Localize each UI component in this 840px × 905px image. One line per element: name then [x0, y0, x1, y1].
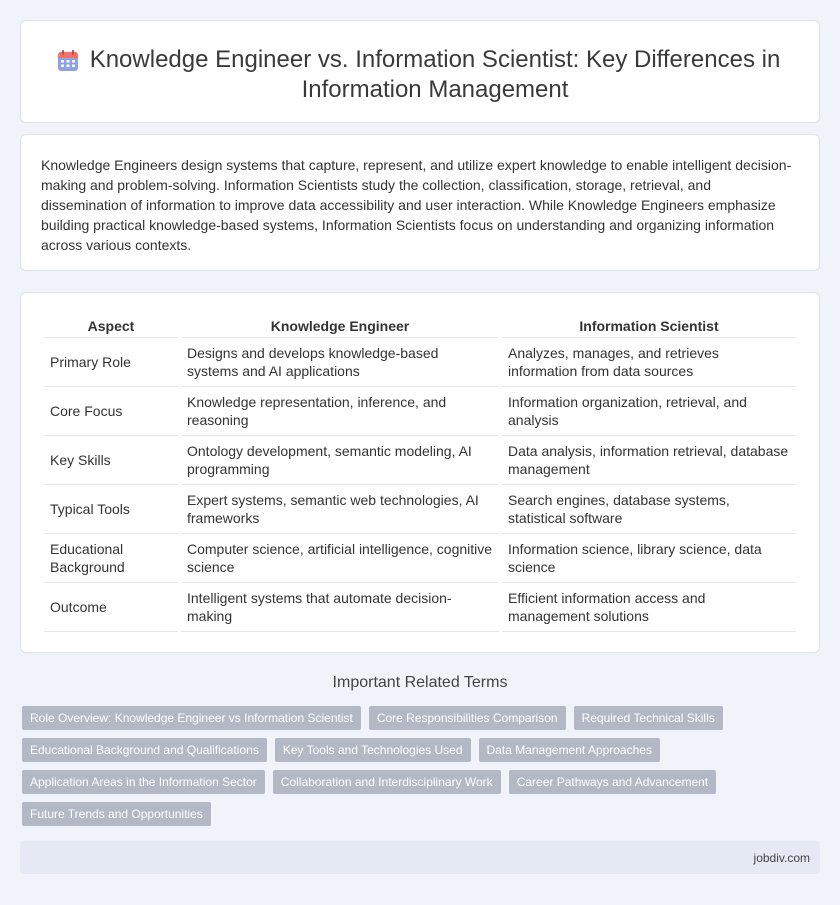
table-row [44, 436, 796, 485]
cell-information-scientist: Data analysis, information retrieval, database management [502, 436, 796, 485]
cell-knowledge-engineer: Ontology development, semantic modeling, AI programming [181, 436, 499, 485]
table-row [44, 583, 796, 632]
table-row [44, 387, 796, 436]
table-row [44, 485, 796, 534]
cell-aspect: Typical Tools [44, 485, 178, 534]
cell-information-scientist: Search engines, database systems, statistical software [502, 485, 796, 534]
intro-paragraph: Knowledge Engineers design systems that capture, represent, and utilize expert knowledge to enable intelligent decision-making and problem-solving. Information Scientists study the collection, classification, storage, retrieval, and dissemination of information to improve data accessibility and user interaction. While Knowledge Engineers emphasize building practical knowledge-based systems, Information Scientists focus on understanding and organizing information across various contexts. [41, 157, 792, 253]
related-term-tag[interactable]: Future Trends and Opportunities [22, 802, 211, 826]
cell-aspect: Key Skills [44, 436, 178, 485]
cell-knowledge-engineer: Computer science, artificial intelligence, cognitive science [181, 534, 499, 583]
cell-aspect: Outcome [44, 583, 178, 632]
cell-aspect: Educational Background [44, 534, 178, 583]
related-terms-list [22, 706, 802, 826]
column-header-aspect: Aspect [44, 317, 178, 338]
cell-aspect: Primary Role [44, 338, 178, 387]
related-term-tag[interactable]: Data Management Approaches [479, 738, 660, 762]
related-term-tag[interactable]: Application Areas in the Information Sector [22, 770, 265, 794]
footer-bar [20, 841, 820, 874]
related-term-tag[interactable]: Career Pathways and Advancement [509, 770, 716, 794]
related-term-tag[interactable]: Educational Background and Qualifications [22, 738, 267, 762]
intro-card [20, 134, 820, 271]
cell-knowledge-engineer: Expert systems, semantic web technologies, AI frameworks [181, 485, 499, 534]
header-card [20, 20, 820, 123]
cell-information-scientist: Efficient information access and management solutions [502, 583, 796, 632]
cell-aspect: Core Focus [44, 387, 178, 436]
comparison-table-card [20, 292, 820, 653]
related-term-tag[interactable]: Key Tools and Technologies Used [275, 738, 471, 762]
column-header-information-scientist: Information Scientist [502, 317, 796, 338]
footer-site-link[interactable]: jobdiv.com [753, 851, 810, 865]
column-header-knowledge-engineer: Knowledge Engineer [181, 317, 499, 338]
comparison-table [41, 317, 799, 632]
related-term-tag[interactable]: Collaboration and Interdisciplinary Work [273, 770, 501, 794]
table-row [44, 338, 796, 387]
table-header-row [44, 317, 796, 338]
related-terms-heading: Important Related Terms [332, 674, 508, 691]
cell-knowledge-engineer: Designs and develops knowledge-based systems and AI applications [181, 338, 499, 387]
cell-knowledge-engineer: Intelligent systems that automate decision-making [181, 583, 499, 632]
related-term-tag[interactable]: Required Technical Skills [574, 706, 723, 730]
cell-knowledge-engineer: Knowledge representation, inference, and reasoning [181, 387, 499, 436]
cell-information-scientist: Analyzes, manages, and retrieves information from data sources [502, 338, 796, 387]
table-row [44, 534, 796, 583]
related-term-tag[interactable]: Role Overview: Knowledge Engineer vs Information Scientist [22, 706, 361, 730]
cell-information-scientist: Information organization, retrieval, and analysis [502, 387, 796, 436]
page-title: Knowledge Engineer vs. Information Scientist: Key Differences in Information Management [89, 46, 781, 103]
related-term-tag[interactable]: Core Responsibilities Comparison [369, 706, 566, 730]
cell-information-scientist: Information science, library science, data science [502, 534, 796, 583]
